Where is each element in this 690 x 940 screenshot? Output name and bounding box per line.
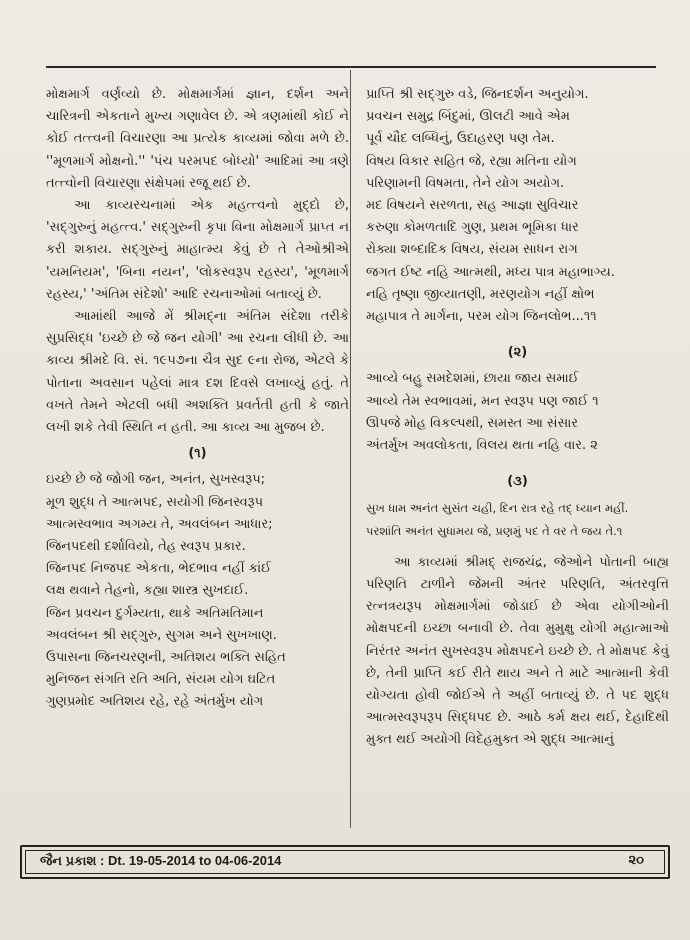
verse-line: ગુણપ્રમોદ અતિશય રહે, રહે અંતર્મુખ યોગ — [46, 694, 264, 710]
verse-line: અંતર્મુખ અવલોકતા, વિલય થતા નહિ વાર. ૨ — [366, 438, 598, 454]
spacer — [366, 457, 669, 467]
section-number-2: (૨) — [507, 345, 528, 361]
verse-line: જિન પ્રવચન દુર્ગમ્યતા, થાકે અતિમતિમાન — [46, 605, 264, 621]
verse-line: પૂર્વ ચૌદ લબ્ધિનું, ઉદાહરણ પણ તેમ. — [366, 131, 555, 147]
verse-line: જગત ઈષ્ટ નહિ આત્મથી, મધ્ય પાત્ર મહાભાગ્ય. — [366, 264, 615, 280]
right-column — [366, 84, 669, 752]
verse-line: આવ્યે તેમ સ્વભાવમાં, મન સ્વરૂપ પણ જાઈ ૧ — [366, 393, 599, 409]
verse-line: મદ વિષયને સરળતા, સહ આજ્ઞા સુવિચાર — [366, 198, 579, 214]
paragraph-1: મોક્ષમાર્ગ વર્ણવ્યો છે. મોક્ષમાર્ગમાં જ્ઞાન, દર્શન અને ચારિત્રની એકતાને મુખ્ય ગણાવેલ છે. એ ત્રણમાંથી કોઈ ને કોઈ તત્ત્વની વિચારણા આ પ્રત્યેક કાવ્યમાં જોવા મળે છે. ''મૂળમાર્ગ મોક્ષનો.'' 'પંચ પરમપદ બોધ્યો' આદિમાં આ ત્રણે તત્ત્વોની વિચારણા સંક્ષેપમાં રજૂ થઈ છે. — [46, 87, 349, 191]
verse-line: પરિણામની વિષમતા, તેને યોગ અયોગ. — [366, 175, 565, 191]
verse-line: જિનપદ નિજપદ એકતા, ભેદભાવ નહીં કાંઈ — [46, 561, 272, 577]
verse-line: રોક્યા શબ્દાદિક વિષય, સંયમ સાધન રાગ — [366, 242, 578, 258]
verse-3 — [366, 497, 669, 541]
page-number: ૨૦ — [628, 853, 644, 868]
verse-line: સુખ ધામ અનંત સુસંત ચહી, દિન રાત્ર રહે તદ્ ધ્યાન મહીં. — [366, 501, 629, 516]
spacer — [366, 328, 669, 338]
verse-line: આત્મસ્વભાવ અગમ્ય તે, અવલંબન આધાર; — [46, 516, 273, 532]
verse-line: મહાપાત્ર તે માર્ગના, પરમ યોગ જિનલોભ...૧૧ — [366, 309, 597, 325]
verse-line: મૂળ શુદ્ધ તે આત્મપદ, સયોગી જિનસ્વરૂપ — [46, 494, 264, 510]
section-number-3: (૩) — [507, 474, 528, 490]
verse-line: ઊપજે મોહ વિકલ્પથી, સમસ્ત આ સંસાર — [366, 415, 579, 431]
footer-publication-date: જૈન પ્રકાશ : Dt. 19-05-2014 to 04-06-2014 — [40, 853, 282, 868]
verse-line: મુનિજન સંગતિ રતિ અતિ, સંયમ યોગ ઘટિત — [46, 672, 276, 688]
top-rule — [46, 66, 656, 68]
verse-1-continued — [366, 84, 669, 328]
verse-line: અવલંબન શ્રી સદ્‌ગુરુ, સુગમ અને સુખખાણ. — [46, 627, 277, 643]
verse-line: નહિ તૃષ્ણા જીવ્યાતણી, મરણયોગ નહીં ક્ષોભ — [366, 286, 595, 302]
verse-line: ઇચ્છે છે જે જોગી જન, અનંત, સુખસ્વરૂપ; — [46, 472, 266, 488]
verse-line: જિનપદથી દર્શાવિયો, તેહ સ્વરૂપ પ્રકાર. — [46, 539, 246, 555]
spacer — [366, 542, 669, 552]
verse-line: ઉપાસના જિનચરણની, અતિશય ભક્તિ સહિત — [46, 650, 286, 666]
verse-line: પરશાંતિ અનંત સુધામય જે, પ્રણમું પદ તે વર તે જય તે.૧ — [366, 523, 623, 538]
paragraph-final: આ કાવ્યમાં શ્રીમદ્ રાજચંદ્ર, જેઓને પોતાની બાહ્ય પરિણતિ ટાળીને જેમની અંતર પરિણતિ, અંતરવૃત્તિ રત્નત્રયરૂપ મોક્ષમાર્ગમાં જોડાઈ છે એવા યોગીઓની મોક્ષપદની ઇચ્છા બનાવી છે. તેવા મુમુક્ષુ યોગી મહાત્માઓ નિરંતર અનંત સુખસ્વરૂપ મોક્ષપદને ઇચ્છે છે. તે મોક્ષપદ કેવું છે, તેની પ્રાપ્તિ કઈ રીતે થાય અને તે માટે આત્માની કેવી યોગ્યતા હોવી જોઈએ તે અહીં બતાવ્યું છે. તે પદ શુદ્ધ આત્મસ્વરૂપરૂપ સિદ્ધપદ છે. આઠે કર્મ ક્ષય થઈ, દેહાદિથી મુક્ત થઈ અયોગી વિદેહમુક્ત એ શુદ્ધ આત્માનું — [366, 554, 669, 748]
verse-line: લક્ષ થવાને તેહનો, કહ્યા શાસ્ત્ર સુખદાઈ. — [46, 583, 249, 599]
verse-line: કરુણા કોમળતાદિ ગુણ, પ્રથમ ભૂમિકા ધાર — [366, 220, 579, 236]
footer — [20, 845, 670, 879]
paragraph-3: આમાંથી આજે મેં શ્રીમદ્‌ના અંતિમ સંદેશા તરીકે સુપ્રસિદ્ધ 'ઇચ્છે છે જે જન યોગી' આ રચના લીધી છે. આ કાવ્ય શ્રીમદે વિ. સં. ૧૯૫૭ના ચૈત્ર સુદ ૯ના રોજ, એટલે કે પોતાના અવસાન પહેલાં માત્ર દશ દિવસે લખાવ્યું હતું. તે વખતે તેમને એટલી બધી અશક્તિ પ્રવર્તતી હતી કે જાતે લખી શકે તેવી સ્થિતિ ન હતી. આ કાવ્ય આ મુજબ છે. — [46, 309, 349, 436]
left-column — [46, 84, 349, 714]
verse-line: આવ્યે બહુ સમદેશમાં, છાયા જાય સમાઈ — [366, 371, 579, 387]
column-divider — [350, 70, 351, 828]
verse-2 — [366, 368, 669, 457]
verse-1 — [46, 469, 349, 713]
verse-line: પ્રાપ્તિ શ્રી સદ્‌ગુરુ વડે, જિનદર્શન અનુયોગ. — [366, 87, 589, 102]
verse-line: પ્રવચન સમુદ્ર બિંદુમાં, ઊલટી આવે એમ — [366, 109, 570, 125]
paragraph-2: આ કાવ્યરચનામાં એક મહત્ત્વનો મુદ્દો છે, 'સદ્‌ગુરુનું મહત્ત્વ.' સદ્‌ગુરુની કૃપા વિના મોક્ષમાર્ગ પ્રાપ્ત ન કરી શકાય. સદ્‌ગુરુનું માહાત્મ્ય કેવું છે તે તેઓશ્રીએ 'યમનિયમ', 'બિના નયન', 'લોકસ્વરૂપ રહસ્ય', 'મૂળમાર્ગ રહસ્ય,' 'અંતિમ સંદેશો' આદિ રચનાઓમાં બતાવ્યું છે. — [46, 198, 349, 302]
verse-line: વિષય વિકાર સહિત જે, રહ્યા મતિના યોગ — [366, 153, 577, 169]
section-number-1: (૧) — [188, 446, 207, 462]
